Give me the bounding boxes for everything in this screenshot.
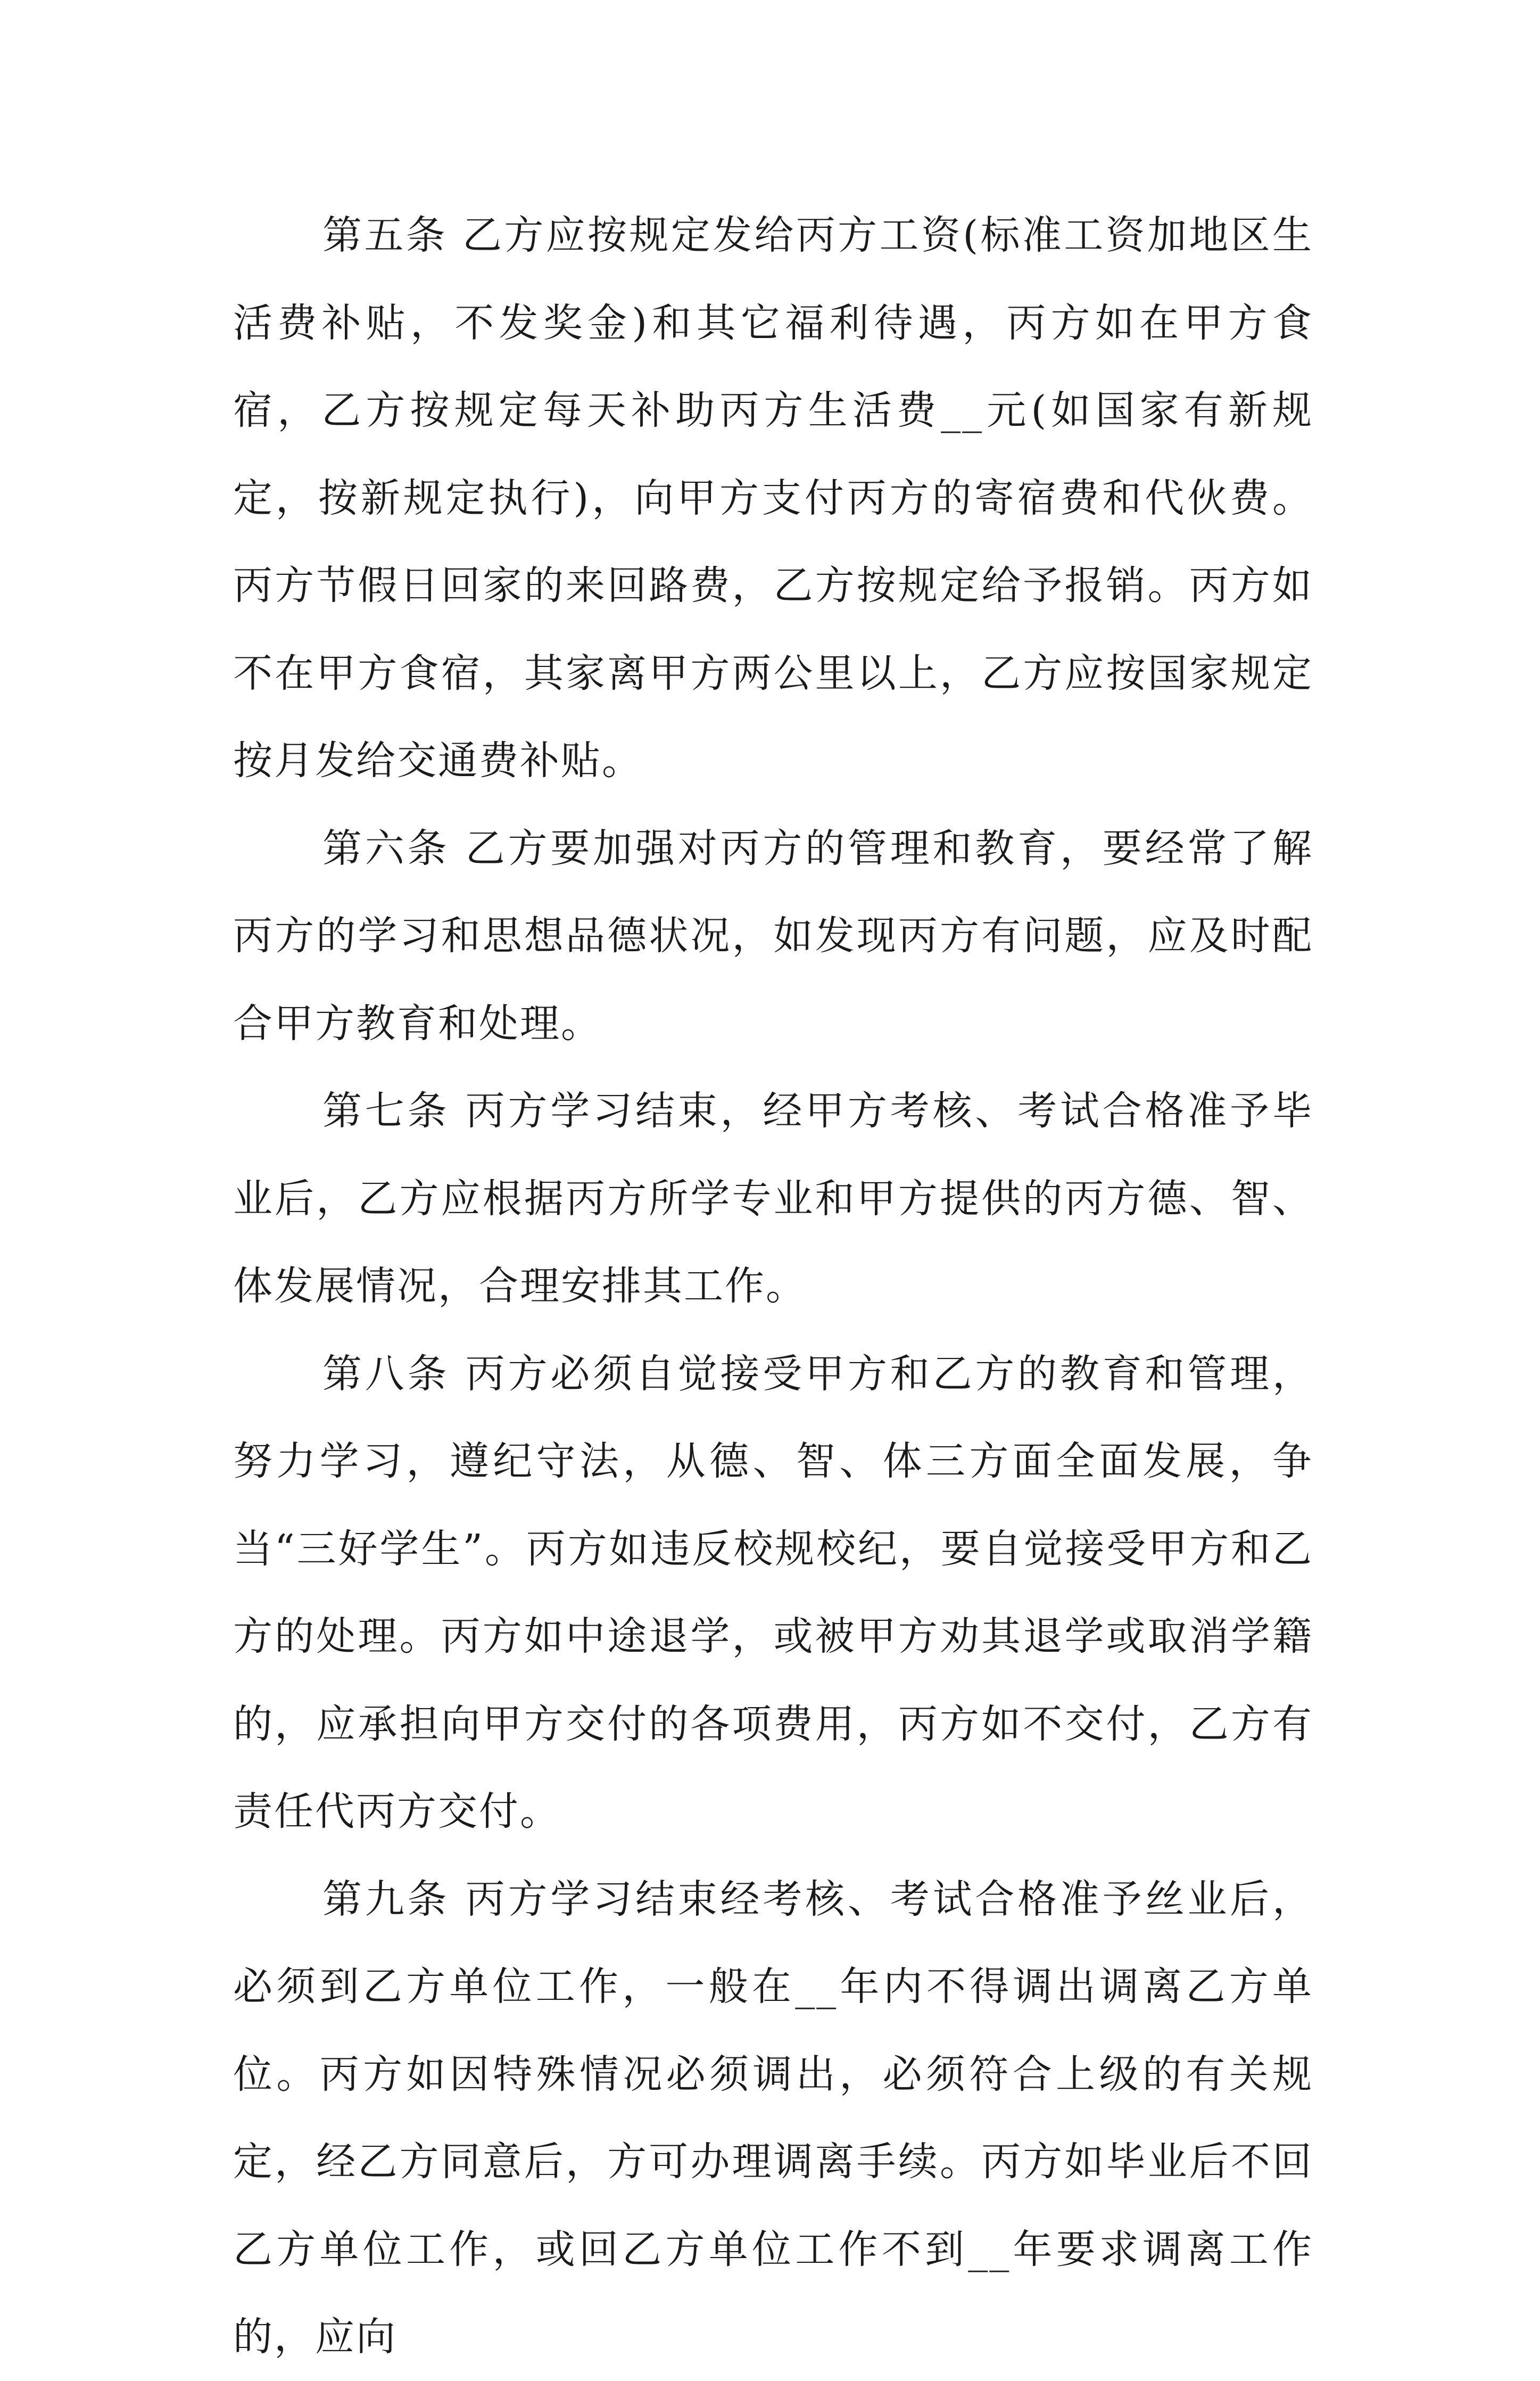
paragraph-article-5: 第五条 乙方应按规定发给丙方工资(标准工资加地区生活费补贴，不发奖金)和其它福利待遇，丙方如在甲方食宿，乙方按规定每天补助丙方生活费__元(如国家有新规定，按新规定执行)，向甲方支付丙方的寄宿费和代伙费。丙方节假日回家的来回路费，乙方按规定给予报销。丙方如不在甲方食宿，其家离甲方两公里以上，乙方应按国家规定按月发给交通费补贴。 [233,212,1313,784]
paragraph-article-7: 第七条 丙方学习结束，经甲方考核、考试合格准予毕业后，乙方应根据丙方所学专业和甲方提供的丙方德、智、体发展情况，合理安排其工作。 [233,1088,1313,1309]
document-body [233,192,1313,2381]
paragraph-article-9: 第九条 丙方学习结束经考核、考试合格准予丝业后，必须到乙方单位工作，一般在__年内不得调出调离乙方单位。丙方如因特殊情况必须调出，必须符合上级的有关规定，经乙方同意后，方可办理调离手续。丙方如毕业后不回乙方单位工作，或回乙方单位工作不到__年要求调离工作的，应向 [233,1876,1313,2360]
paragraph-article-6: 第六条 乙方要加强对丙方的管理和教育，要经常了解丙方的学习和思想品德状况，如发现丙方有问题，应及时配合甲方教育和处理。 [233,825,1313,1047]
paragraph-article-8: 第八条 丙方必须自觉接受甲方和乙方的教育和管理，努力学习，遵纪守法，从德、智、体三方面全面发展，争当“三好学生”。丙方如违反校规校纪，要自觉接受甲方和乙方的处理。丙方如中途退学，或被甲方劝其退学或取消学籍的，应承担向甲方交付的各项费用，丙方如不交付，乙方有责任代丙方交付。 [233,1350,1313,1834]
